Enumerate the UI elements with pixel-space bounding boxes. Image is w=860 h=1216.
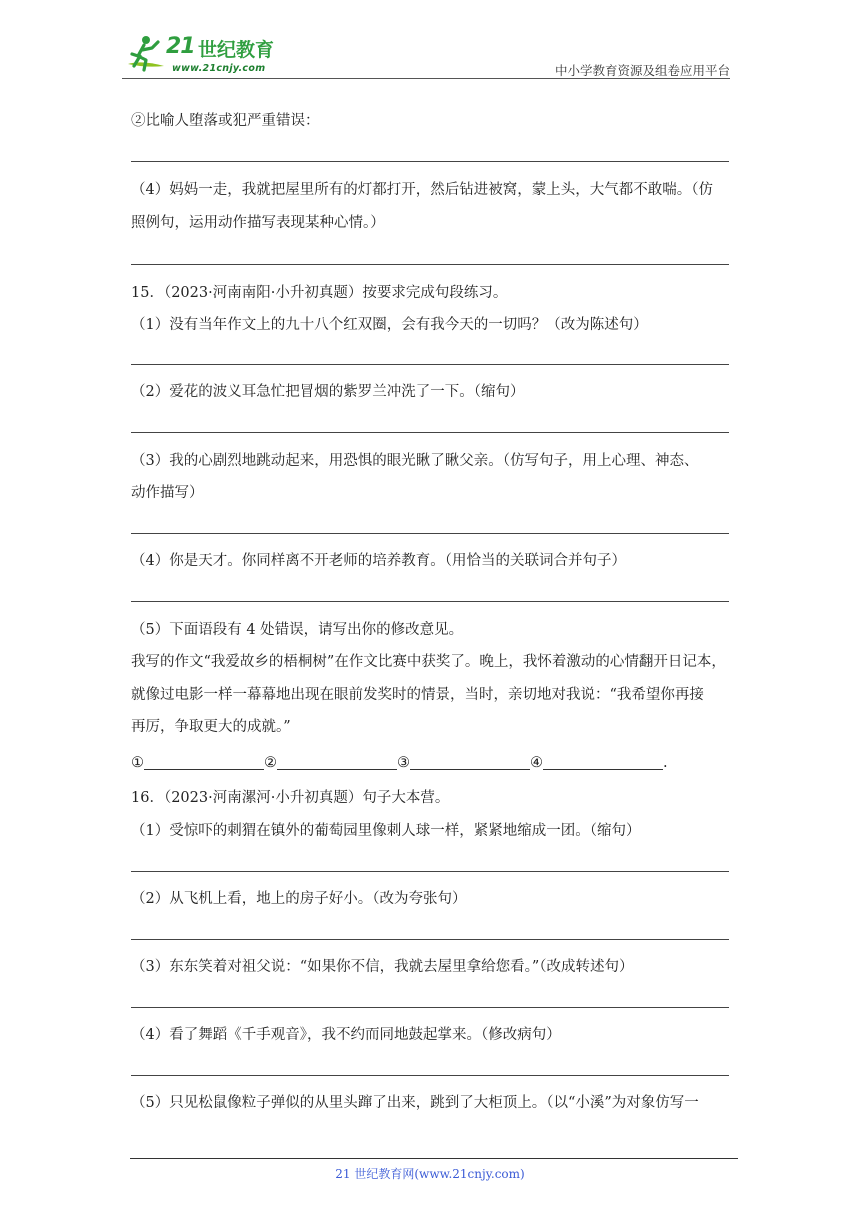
blank-label: ① bbox=[131, 755, 144, 771]
text-line: （5）下面语段有 4 处错误，请写出你的修改意见。 bbox=[131, 622, 464, 638]
question-heading: 15．（2023·河南南阳·小升初真题）按要求完成句段练习。 bbox=[131, 285, 508, 301]
runner-logo-icon bbox=[124, 34, 168, 76]
text-line: （4）你是天才。你同样离不开老师的培养教育。（用恰当的关联词合并句子） bbox=[131, 553, 626, 569]
answer-line bbox=[131, 1075, 729, 1076]
answer-line bbox=[131, 939, 729, 940]
text-line: 我写的作文“我爱故乡的梧桐树”在作文比赛中获奖了。晚上，我怀着激动的心情翻开日记本， bbox=[131, 654, 726, 670]
text-line: （3）东东笑着对祖父说：“如果你不信，我就去屋里拿给您看。”（改成转述句） bbox=[131, 959, 634, 975]
text-line: （5）只见松鼠像粒子弹似的从里头蹿了出来，跳到了大柜顶上。（以“小溪”为对象仿写一 bbox=[131, 1095, 699, 1111]
text-line: （2）爱花的波义耳急忙把冒烟的紫罗兰冲洗了一下。（缩句） bbox=[131, 384, 525, 400]
text-line: 照例句，运用动作描写表现某种心情。） bbox=[131, 215, 385, 231]
logo bbox=[122, 28, 292, 80]
answer-line bbox=[131, 533, 729, 534]
text-line: 动作描写） bbox=[131, 485, 204, 501]
blank-label: ② bbox=[264, 755, 277, 771]
text-line: 再厉，争取更大的成就。” bbox=[131, 719, 291, 735]
page-header bbox=[122, 28, 730, 80]
blank-label: ③ bbox=[397, 755, 410, 771]
question-heading: 16．（2023·河南漯河·小升初真题）句子大本营。 bbox=[131, 790, 450, 806]
logo-number: 21 bbox=[166, 34, 195, 59]
answer-line bbox=[131, 432, 729, 433]
text-line: （2）从飞机上看，地上的房子好小。（改为夸张句） bbox=[131, 891, 467, 907]
answer-line bbox=[131, 601, 729, 602]
blank-2[interactable] bbox=[277, 753, 397, 770]
logo-text: 世纪教育 bbox=[198, 39, 275, 61]
answer-line bbox=[131, 264, 729, 265]
text-line: （3）我的心剧烈地跳动起来，用恐惧的眼光瞅了瞅父亲。（仿写句子，用上心理、神态、 bbox=[131, 453, 699, 469]
blank-3[interactable] bbox=[410, 753, 530, 770]
footer-text: 21 世纪教育网(www.21cnjy.com) bbox=[335, 1167, 525, 1181]
fill-blanks-row bbox=[131, 753, 668, 773]
answer-line bbox=[131, 161, 729, 162]
text-line: （4）看了舞蹈《千手观音》，我不约而同地鼓起掌来。（修改病句） bbox=[131, 1027, 561, 1043]
answer-line bbox=[131, 1007, 729, 1008]
text-line: （1）受惊吓的刺猬在镇外的葡萄园里像刺人球一样，紧紧地缩成一团。（缩句） bbox=[131, 823, 641, 839]
text-line: ②比喻人堕落或犯严重错误： bbox=[131, 113, 320, 129]
logo-url: www.21cnjy.com bbox=[172, 63, 266, 74]
blank-4[interactable] bbox=[543, 753, 663, 770]
blank-end: . bbox=[663, 755, 668, 771]
text-line: 就像过电影一样一幕幕地出现在眼前发奖时的情景，当时，亲切地对我说：“我希望你再接 bbox=[131, 687, 704, 703]
platform-title: 中小学教育资源及组卷应用平台 bbox=[554, 63, 730, 78]
blank-1[interactable] bbox=[144, 753, 264, 770]
footer-divider bbox=[130, 1158, 738, 1159]
answer-line bbox=[131, 871, 729, 872]
text-line: （1）没有当年作文上的九十八个红双圈，会有我今天的一切吗？（改为陈述句） bbox=[131, 317, 648, 333]
answer-line bbox=[131, 364, 729, 365]
header-divider bbox=[122, 78, 730, 79]
text-line: （4）妈妈一走，我就把屋里所有的灯都打开，然后钻进被窝，蒙上头，大气都不敢喘。（仿 bbox=[131, 182, 713, 198]
blank-label: ④ bbox=[530, 755, 543, 771]
